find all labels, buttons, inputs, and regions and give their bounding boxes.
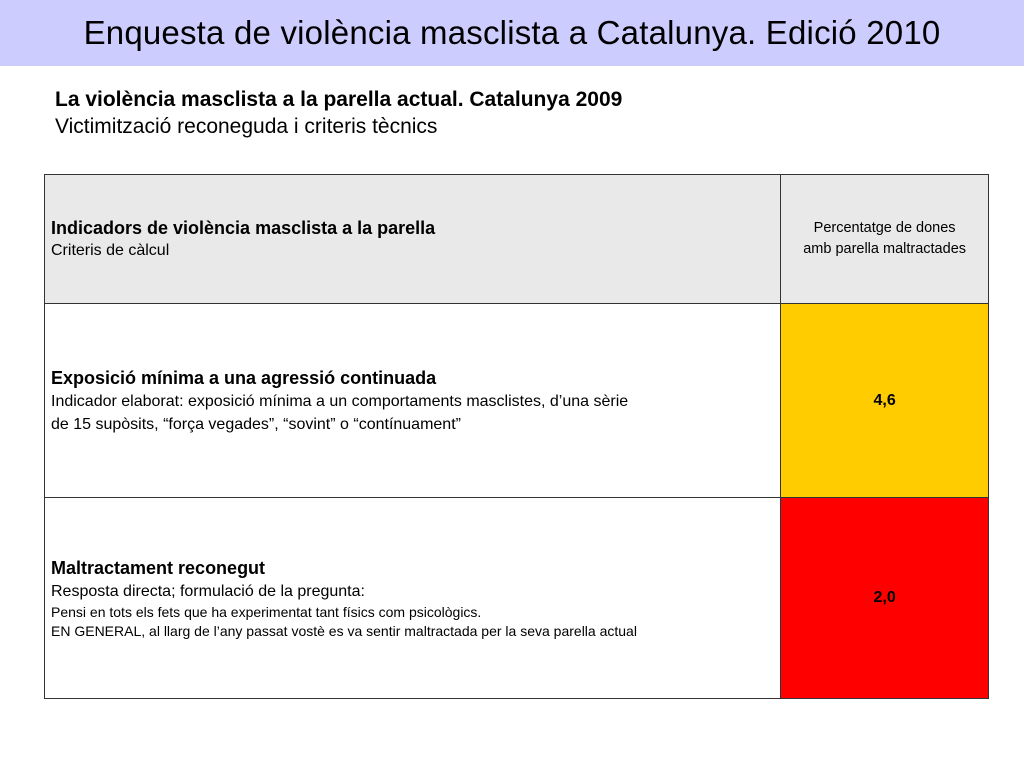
row-value-cell: 2,0 (781, 498, 989, 699)
table-row (45, 304, 989, 498)
title-banner (0, 0, 1024, 66)
indicators-table (44, 174, 989, 699)
subtitle-main: La violència masclista a la parella actual. Catalunya 2009 (55, 88, 623, 111)
row-indicator-title: Maltractament reconegut (51, 557, 266, 578)
row-question-line2: EN GENERAL, al llarg de l’any passat vostè es va sentir maltractada per la seva parella actual (51, 622, 637, 639)
header-cell-percentage (781, 175, 989, 304)
header-cell-indicators (45, 175, 781, 304)
row-indicator-desc-line1: Indicador elaborat: exposició mínima a un comportaments masclistes, d’una sèrie (51, 392, 629, 410)
page-title: Enquesta de violència masclista a Catalunya. Edició 2010 (83, 14, 941, 51)
row-indicator-cell (45, 498, 781, 699)
row-question-line1: Pensi en tots els fets que ha experimentat tant físics com psicològics. (51, 603, 482, 620)
header-indicators-sub: Criteris de càlcul (51, 242, 170, 259)
row-indicator-desc-line2: de 15 supòsits, “força vegades”, “sovint” o “contínuament” (51, 415, 461, 433)
subtitle-sub: Victimització reconeguda i criteris tècnics (55, 115, 438, 138)
table-header-row (45, 175, 989, 304)
header-indicators-title: Indicadors de violència masclista a la parella (51, 218, 436, 238)
subtitle-block (55, 86, 622, 140)
row-indicator-cell (45, 304, 781, 498)
row-indicator-desc-line1: Resposta directa; formulació de la pregunta: (51, 582, 365, 600)
row-value-cell: 4,6 (781, 304, 989, 498)
header-percentage-line2: amb parella maltractades (803, 241, 967, 257)
header-percentage-line1: Percentatge de dones (813, 220, 956, 236)
row-indicator-title: Exposició mínima a una agressió continuada (51, 367, 437, 388)
table-row (45, 498, 989, 699)
